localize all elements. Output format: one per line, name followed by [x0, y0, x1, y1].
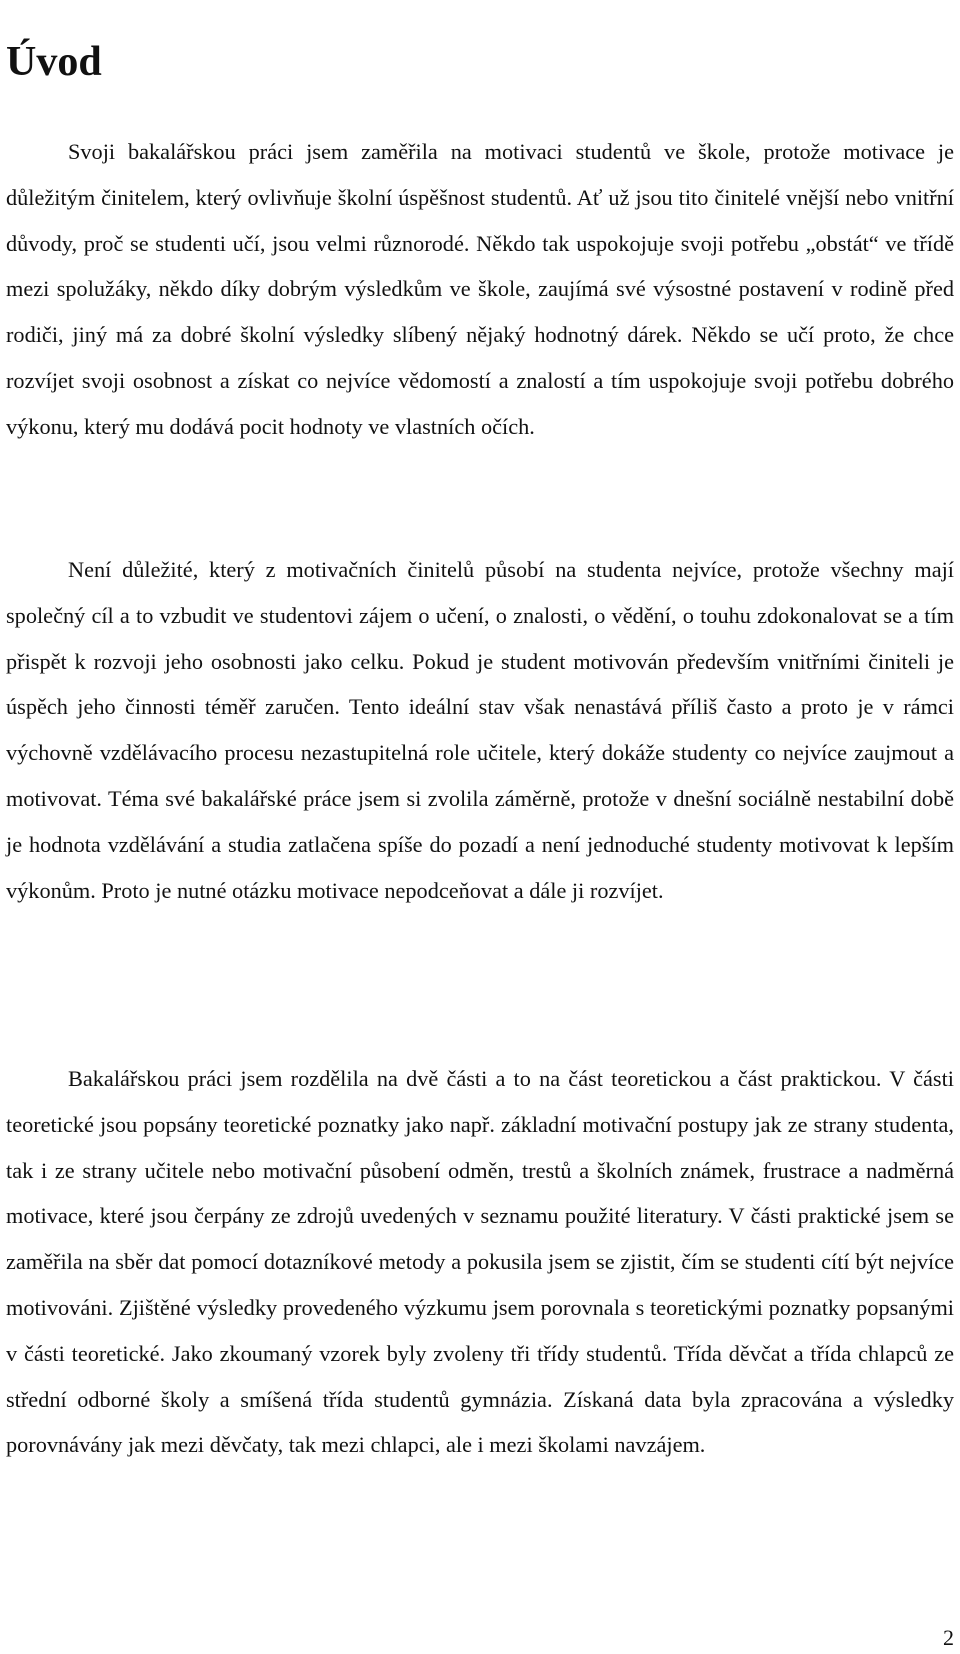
paragraph-1: Svoji bakalářskou práci jsem zaměřila na motivaci studentů ve škole, protože motivace je důležitým činitelem, který ovlivňuje školní úspěšnost studentů. Ať už jsou tito činitelé vnější nebo vnitřní důvody, proč se studenti učí, jsou velmi různorodé. Někdo tak uspokojuje svoji potřebu „obstát“ ve třídě mezi spolužáky, někdo díky dobrým výsledkům ve škole, zaujímá své výsostné postavení v rodině před rodiči, jiný má za dobré školní výsledky slíbený nějaký hodnotný dárek. Někdo se učí proto, že chce rozvíjet svoji osobnost a získat co nejvíce vědomostí a znalostí a tím uspokojuje svoji potřebu dobrého výkonu, který mu dodává pocit hodnoty ve vlastních očích.: [6, 139, 954, 439]
paragraph-2: Není důležité, který z motivačních činitelů působí na studenta nejvíce, protože všechny mají společný cíl a to vzbudit ve studentovi zájem o učení, o znalosti, o vědění, o touhu zdokonalovat se a tím přispět k rozvoji jeho osobnosti jako celku. Pokud je student motivován především vnitřními činiteli je úspěch jeho činnosti téměř zaručen. Tento ideální stav však nenastává příliš často a proto je v rámci výchovně vzdělávacího procesu nezastupitelná role učitele, který dokáže studenty co nejvíce zaujmout a motivovat. Téma své bakalářské práce jsem si zvolila záměrně, protože v dnešní sociálně nestabilní době je hodnota vzdělávání a studia zatlačena spíše do pozadí a není jednoduché studenty motivovat k lepším výkonům. Proto je nutné otázku motivace nepodceňovat a dále ji rozvíjet.: [6, 557, 954, 903]
page-number: 2: [943, 1625, 954, 1650]
paragraph-3: Bakalářskou práci jsem rozdělila na dvě části a to na část teoretickou a část praktickou. V části teoretické jsou popsány teoretické poznatky jako např. základní motivační postupy jak ze strany studenta, tak i ze strany učitele nebo motivační působení odměn, trestů a školních známek, frustrace a nadměrná motivace, které jsou čerpány ze zdrojů uvedených v seznamu použité literatury. V části praktické jsem se zaměřila na sběr dat pomocí dotazníkové metody a pokusila jsem se zjistit, čím se studenti cítí být nejvíce motivováni. Zjištěné výsledky provedeného výzkumu jsem porovnala s teoretickými poznatky popsanými v části teoretické. Jako zkoumaný vzorek byly zvoleny tři třídy studentů. Třída děvčat a třída chlapců ze střední odborné školy a smíšená třída studentů gymnázia. Získaná data byla zpracována a výsledky porovnávány jak mezi děvčaty, tak mezi chlapci, ale i mezi školami navzájem.: [6, 1066, 954, 1458]
section-heading: Úvod: [6, 39, 102, 85]
